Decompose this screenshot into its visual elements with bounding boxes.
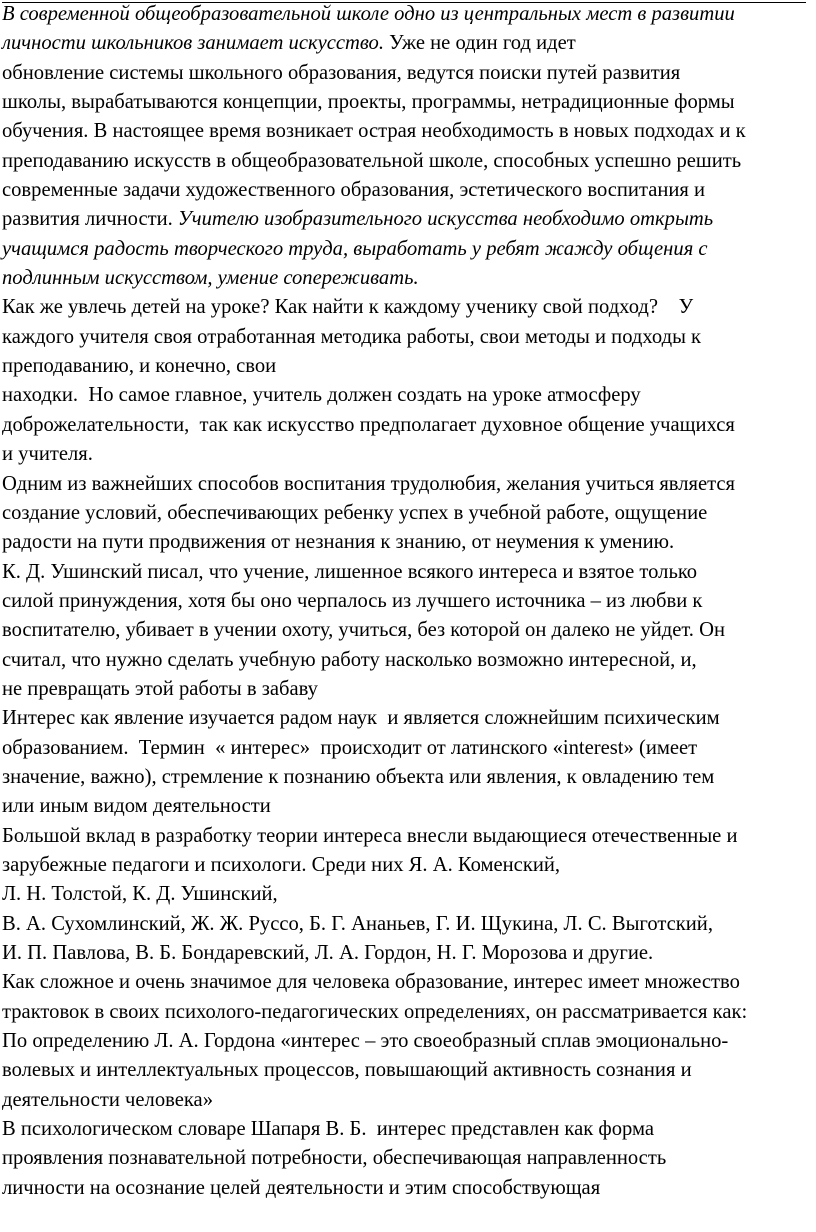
text-line xyxy=(2,176,814,205)
text-line xyxy=(2,1115,814,1144)
text-line xyxy=(2,440,814,469)
text-run: доброжелательности, так как искусство предполагает духовное общение учащихся xyxy=(2,413,735,436)
text-line xyxy=(2,1174,814,1203)
text-line xyxy=(2,147,814,176)
text-run: обновление системы школьного образования, ведутся поиски путей развития xyxy=(2,61,681,84)
text-line xyxy=(2,29,814,58)
text-line xyxy=(2,470,814,499)
text-line xyxy=(2,1144,814,1173)
text-run: деятельности человека» xyxy=(2,1088,213,1111)
text-line xyxy=(2,59,814,88)
text-line xyxy=(2,411,814,440)
text-line xyxy=(2,998,814,1027)
text-run: зарубежные педагоги и психологи. Среди них Я. А. Коменский, xyxy=(2,853,561,876)
text-line xyxy=(2,675,814,704)
text-run: радости на пути продвижения от незнания к знанию, от неумения к умению. xyxy=(2,531,675,554)
text-run: образованием. Термин « интерес» происходит от латинского «interest» (имеет xyxy=(2,736,698,759)
text-run: Интерес как явление изучается радом наук и является сложнейшим психическим xyxy=(2,707,720,730)
text-line xyxy=(2,616,814,645)
text-run: развития личности. xyxy=(2,208,178,231)
text-line xyxy=(2,822,814,851)
text-run: В. А. Сухомлинский, Ж. Ж. Руссо, Б. Г. Ананьев, Г. И. Щукина, Л. С. Выготский, xyxy=(2,912,713,935)
text-run: волевых и интеллектуальных процессов, повышающий активность сознания и xyxy=(2,1059,692,1082)
text-line xyxy=(2,851,814,880)
text-run: и учителя. xyxy=(2,443,93,466)
text-run: И. П. Павлова, В. Б. Бондаревский, Л. А. Гордон, Н. Г. Морозова и другие. xyxy=(2,942,654,964)
text-line xyxy=(2,558,814,587)
text-line xyxy=(2,205,814,234)
text-run: преподаванию искусств в общеобразовательной школе, способных успешно решить xyxy=(2,149,742,172)
text-run: проявления познавательной потребности, обеспечивающая направленность xyxy=(2,1147,667,1170)
text-line xyxy=(2,792,814,821)
text-run: Как сложное и очень значимое для человека образование, интерес имеет множество xyxy=(2,971,740,994)
text-run: каждого учителя своя отработанная методика работы, свои методы и подходы к xyxy=(2,325,702,348)
text-run: Как же увлечь детей на уроке? Как найти к каждому ученику свой подход? У xyxy=(2,296,694,319)
text-line xyxy=(2,264,814,293)
text-line xyxy=(2,381,814,410)
text-line xyxy=(2,352,814,381)
text-line xyxy=(2,1027,814,1056)
text-run: находки. Но самое главное, учитель должен создать на уроке атмосферу xyxy=(2,384,641,407)
text-run: трактовок в своих психолого-педагогических определениях, он рассматривается как: xyxy=(2,1000,748,1023)
italic-text-run: учащимся радость творческого труда, выработать у ребят жажду общения с xyxy=(2,237,708,260)
text-line xyxy=(2,704,814,733)
text-line xyxy=(2,293,814,322)
text-run: воспитателю, убивает в учении охоту, учиться, без которой он далеко не уйдет. Он xyxy=(2,619,726,642)
text-run: современные задачи художественного образования, эстетического воспитания и xyxy=(2,179,706,202)
text-run: школы, вырабатываются концепции, проекты, программы, нетрадиционные формы xyxy=(2,91,735,114)
text-run: В психологическом словаре Шапаря В. Б. интерес представлен как форма xyxy=(2,1118,655,1141)
text-run: личности на осознание целей деятельности и этим способствующая xyxy=(2,1176,601,1199)
text-line xyxy=(2,646,814,675)
text-run: Л. Н. Толстой, К. Д. Ушинский, xyxy=(2,883,278,906)
text-run: преподаванию, и конечно, свои xyxy=(2,355,277,378)
text-run: создание условий, обеспечивающих ребенку успех в учебной работе, ощущение xyxy=(2,501,708,524)
italic-text-run: В современной общеобразовательной школе одно из центральных мест в развитии xyxy=(2,3,735,25)
text-line xyxy=(2,0,814,29)
document-body xyxy=(2,0,814,1203)
text-line xyxy=(2,734,814,763)
text-run: К. Д. Ушинский писал, что учение, лишенное всякого интереса и взятое только xyxy=(2,560,698,583)
text-line xyxy=(2,235,814,264)
text-line xyxy=(2,968,814,997)
italic-text-run: личности школьников занимает искусство. xyxy=(2,32,384,55)
text-line xyxy=(2,880,814,909)
text-run: или иным видом деятельности xyxy=(2,795,271,818)
text-run: Одним из важнейших способов воспитания трудолюбия, желания учиться является xyxy=(2,472,736,495)
text-line xyxy=(2,1086,814,1115)
text-run: обучения. В настоящее время возникает острая необходимость в новых подходах и к xyxy=(2,120,746,143)
text-line xyxy=(2,763,814,792)
text-run: По определению Л. А. Гордона «интерес – это своеобразный сплав эмоционально- xyxy=(2,1030,729,1053)
text-run: Уже не один год идет xyxy=(384,32,576,55)
text-run: значение, важно), стремление к познанию объекта или явления, к овладению тем xyxy=(2,765,715,788)
italic-text-run: Учителю изобразительного искусства необходимо открыть xyxy=(177,208,714,231)
text-line xyxy=(2,910,814,939)
text-line xyxy=(2,323,814,352)
italic-text-run: подлинным искусством, умение сопереживать. xyxy=(2,267,419,290)
text-line xyxy=(2,88,814,117)
text-line xyxy=(2,1056,814,1085)
text-run: силой принуждения, хотя бы оно черпалось из лучшего источника – из любви к xyxy=(2,589,703,612)
text-line xyxy=(2,528,814,557)
text-run: считал, что нужно сделать учебную работу насколько возможно интересной, и, xyxy=(2,648,697,671)
text-run: Большой вклад в разработку теории интереса внесли выдающиеся отечественные и xyxy=(2,824,738,847)
text-line xyxy=(2,117,814,146)
text-line xyxy=(2,939,814,968)
text-line xyxy=(2,499,814,528)
text-run: не превращать этой работы в забаву xyxy=(2,677,318,700)
text-line xyxy=(2,587,814,616)
